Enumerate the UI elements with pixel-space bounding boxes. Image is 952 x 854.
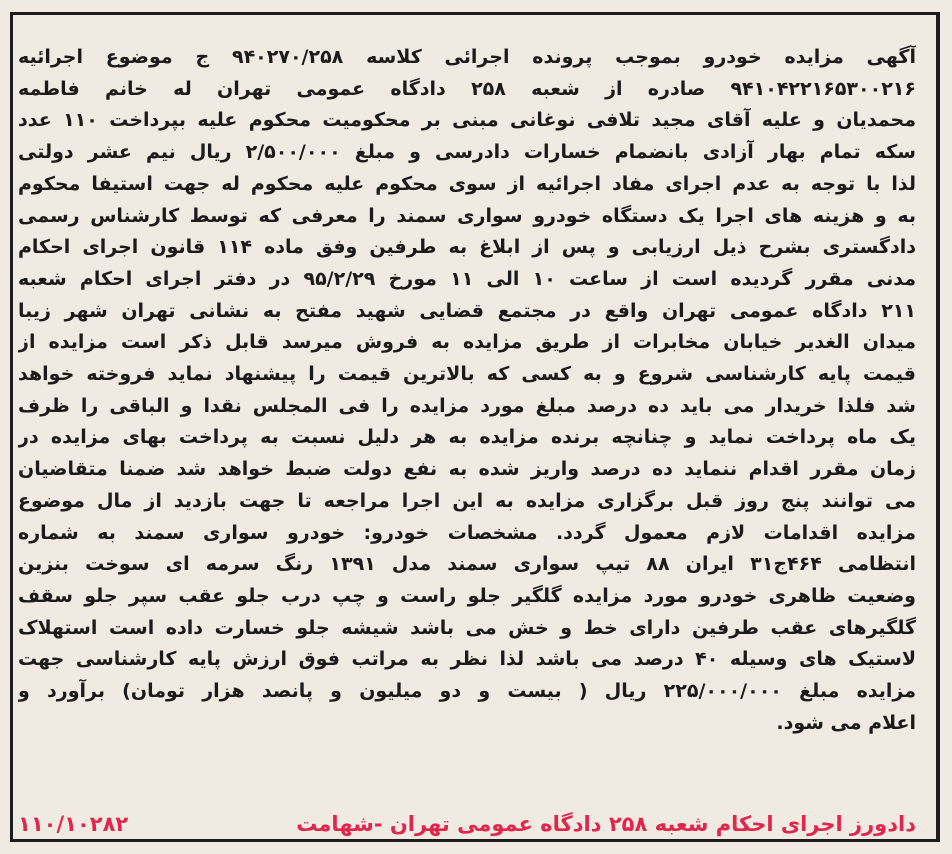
signature-line: دادورز اجرای احکام شعبه ۲۵۸ دادگاه عمومی تهران -شهامت [296,812,916,836]
notice-code: ۱۱۰/۱۰۲۸۲ [18,812,129,836]
notice-line: یک ماه پرداخت نماید و چنانچه برنده مزایده به هر دلیل نسبت به پرداخت بهای مزایده در [18,426,916,449]
notice-line: محمدیان و علیه آقای مجید تلافی نوغانی مبنی بر محکومیت محکوم علیه بپرداخت ۱۱۰ عدد [18,109,916,132]
notice-line: میدان الغدیر خیابان مخابرات از طریق مزایده به فروش میرسد قابل ذکر است مزایده از [18,331,916,354]
notice-line: می توانند پنج روز قبل برگزاری مزایده به این اجرا مراجعه تا جهت بازدید از مال موضوع [18,489,916,512]
notice-line: ۲۱۱ دادگاه عمومی تهران واقع در مجتمع قضایی شهید مفتح به نشانی تهران شهر زیبا [18,299,916,322]
auction-notice-text [18,42,916,739]
notice-line: اعلام می شود. [776,711,916,734]
notice-line: دادگستری بشرح ذیل ارزیابی و پس از ابلاغ به طرفین وفق ماده ۱۱۴ قانون اجرای احکام [18,236,916,259]
notice-line: به و هزینه های اجرا یک دستگاه خودرو سواری سمند را معرفی که توسط کارشناس رسمی [18,204,916,227]
notice-line: مزایده اقدامات لازم معمول گردد. مشخصات خودرو: خودرو سواری سمند به شماره [18,521,916,544]
notice-line: زمان مقرر اقدام ننماید ده درصد واریز شده به نفع دولت ضبط خواهد شد ضمنا متقاضیان [18,458,916,481]
notice-line: لذا با توجه به عدم اجرای مفاد اجرائیه از سوی محکوم علیه محکوم له جهت استیفا محکوم [18,172,916,195]
notice-line: قیمت پایه کارشناسی شروع و به کسی که بالاترین قیمت را پیشنهاد نماید فروخته خواهد [18,363,916,386]
notice-line: مزایده مبلغ ۲۲۵/۰۰۰/۰۰۰ ریال ( بیست و دو میلیون و پانصد هزار تومان) برآورد و [18,680,916,703]
notice-line: انتظامی ۴۶۴ج۳۱ ایران ۸۸ تیپ سواری سمند مدل ۱۳۹۱ رنگ سرمه ای سوخت بنزین [18,553,916,576]
notice-line: آگهی مزایده خودرو بموجب پرونده اجرائی کلاسه ۹۴۰۲۷۰/۲۵۸ ج موضوع اجرائیه [18,46,916,68]
notice-line: لاستیک های وسیله ۴۰ درصد می باشد لذا نظر به مراتب فوق ارزش پایه کارشناسی جهت [18,648,916,671]
notice-footer [18,812,916,836]
notice-line: گلگیرهای عقب طرفین دارای خط و خش می باشد شیشه جلو خسارت داده است استهلاک [18,616,916,639]
notice-line: سکه تمام بهار آزادی بانضمام خسارات دادرسی و مبلغ ۲/۵۰۰/۰۰۰ ریال نیم عشر دولتی [18,141,916,164]
notice-line: ۹۴۱۰۴۲۲۱۶۵۳۰۰۲۱۶ صادره از شعبه ۲۵۸ دادگاه عمومی تهران له خانم فاطمه [18,77,916,100]
notice-line: مدنی مقرر گردیده است از ساعت ۱۰ الی ۱۱ مورخ ۹۵/۲/۲۹ در دفتر اجرای احکام شعبه [18,267,916,290]
notice-line: شد فلذا خریدار می باید ده درصد مبلغ مورد مزایده را فی المجلس نقدا و الباقی را ظرف [18,394,916,417]
notice-line: وضعیت ظاهری خودرو مورد مزایده گلگیر جلو راست و چپ درب جلو عقب سپر جلو سقف [18,584,916,607]
